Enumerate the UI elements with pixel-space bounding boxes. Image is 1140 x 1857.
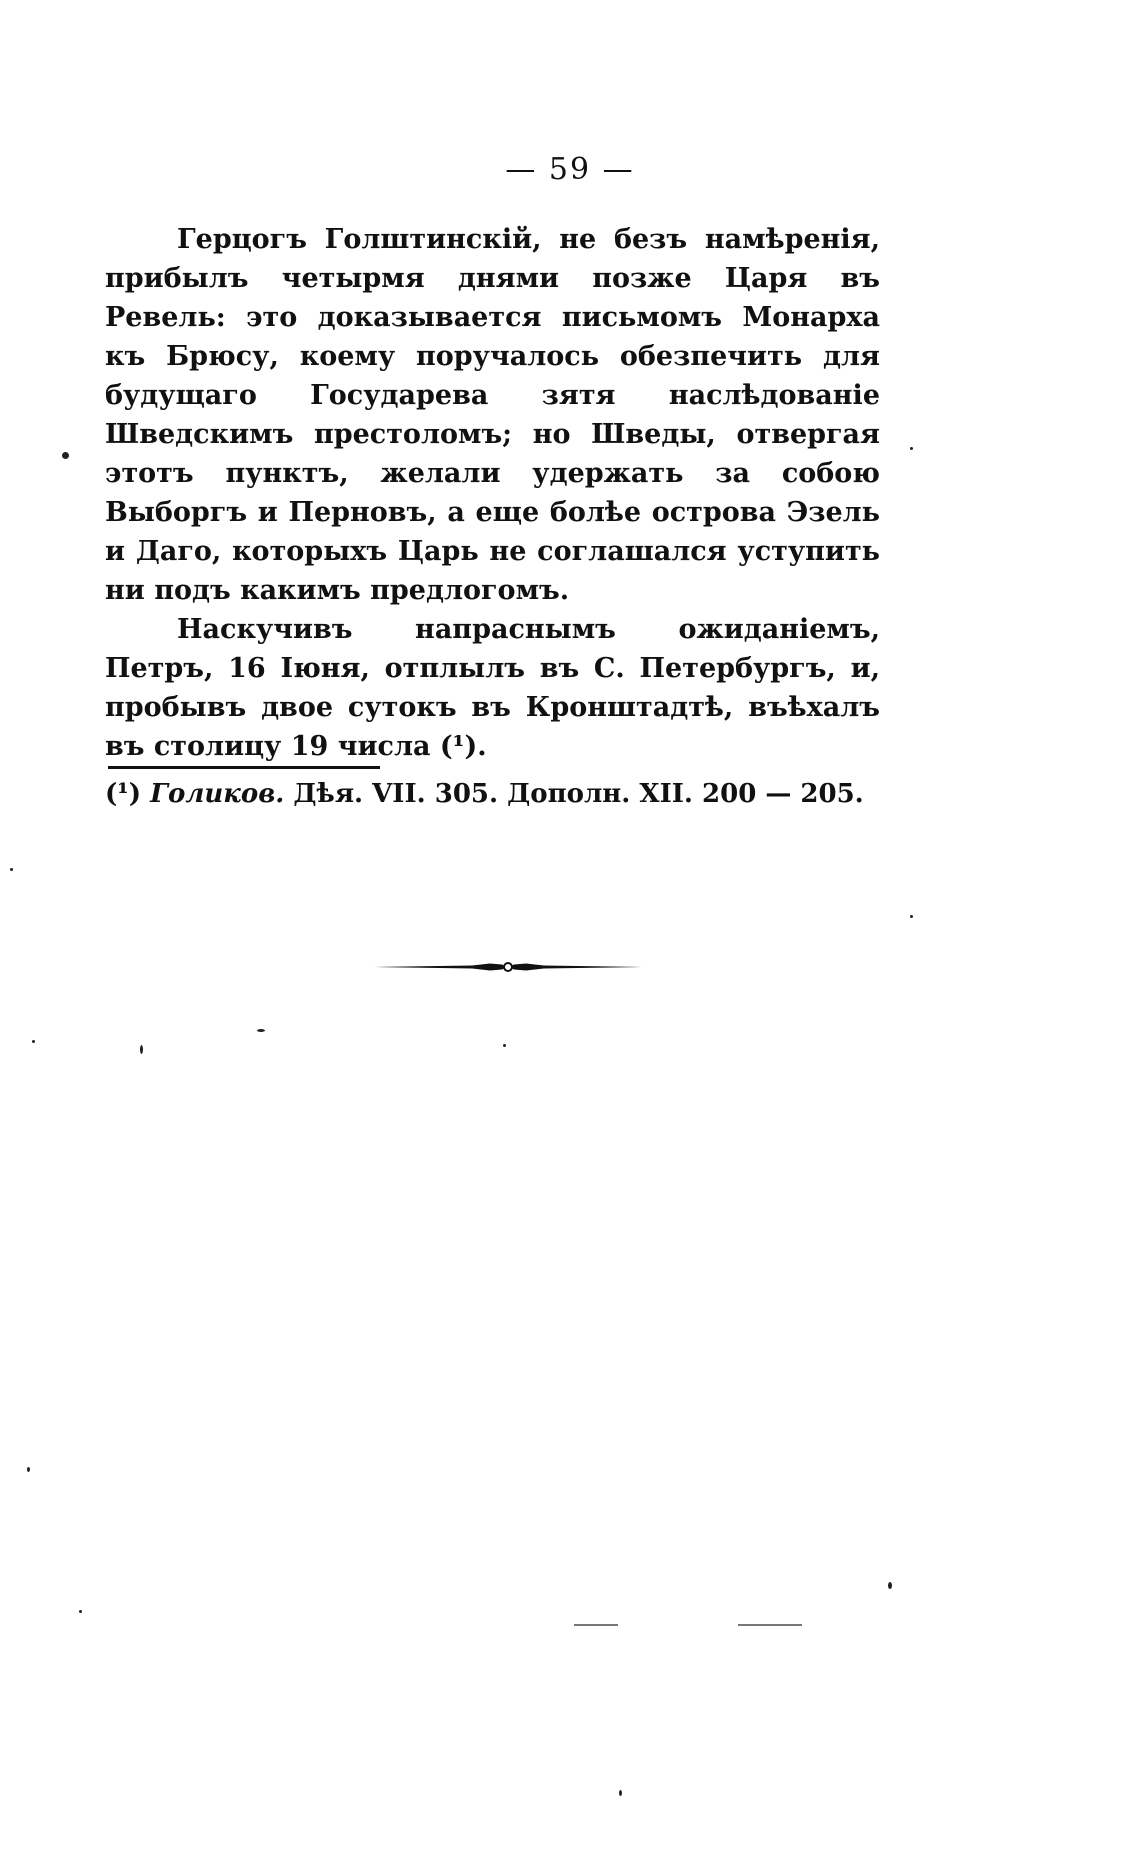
scan-speck: [32, 1040, 35, 1043]
paragraph-2: [105, 610, 880, 766]
scan-speck: [257, 1029, 265, 1032]
scan-speck: [10, 868, 13, 871]
scan-speck: [140, 1045, 143, 1054]
page-number: — 59 —: [505, 152, 635, 187]
footnote-author: Голиков.: [150, 779, 285, 809]
footnote: [105, 776, 905, 812]
scan-speck: [79, 1610, 82, 1613]
footnote-marker: (¹): [105, 779, 141, 809]
paragraph-2-text: Наскучивъ напраснымъ ожиданіемъ, Петръ, 16 Іюня, отплылъ въ С. Петербургъ, и, пробывъ двое сутокъ въ Кронштадтѣ, въѣхалъ въ столицу 19 числа: [105, 614, 880, 762]
scan-speck: [910, 915, 913, 918]
scan-speck: [619, 1790, 622, 1796]
scan-speck: [574, 1624, 618, 1626]
ornament-divider-icon: [372, 955, 644, 979]
scan-speck: [27, 1467, 30, 1472]
paragraph-1: Герцогъ Голштинскій, не безъ намѣренія, прибылъ четырмя днями позже Царя въ Ревель: это доказывается письмомъ Монарха къ Брюсу, коему поручалось обезпечить для будущаго Государева зятя наслѣдованіе Шведскимъ престоломъ; но Шведы, отвергая этотъ пунктъ, желали удержать за собою Выборгъ и Перновъ, а еще болѣе острова Эзель и Даго, которыхъ Царь не соглашался уступить ни подъ какимъ предлогомъ.: [105, 224, 880, 606]
scan-speck: [738, 1624, 802, 1626]
footnote-reference: (¹).: [439, 731, 487, 762]
footnote-divider: [108, 766, 380, 769]
scan-speck: [910, 447, 913, 450]
main-text: [105, 220, 880, 766]
footnote-text: Дѣя. VII. 305. Дополн. XII. 200 — 205.: [293, 779, 864, 809]
scan-speck: [62, 452, 69, 459]
scan-speck: [888, 1582, 892, 1589]
scan-speck: [503, 1044, 506, 1047]
